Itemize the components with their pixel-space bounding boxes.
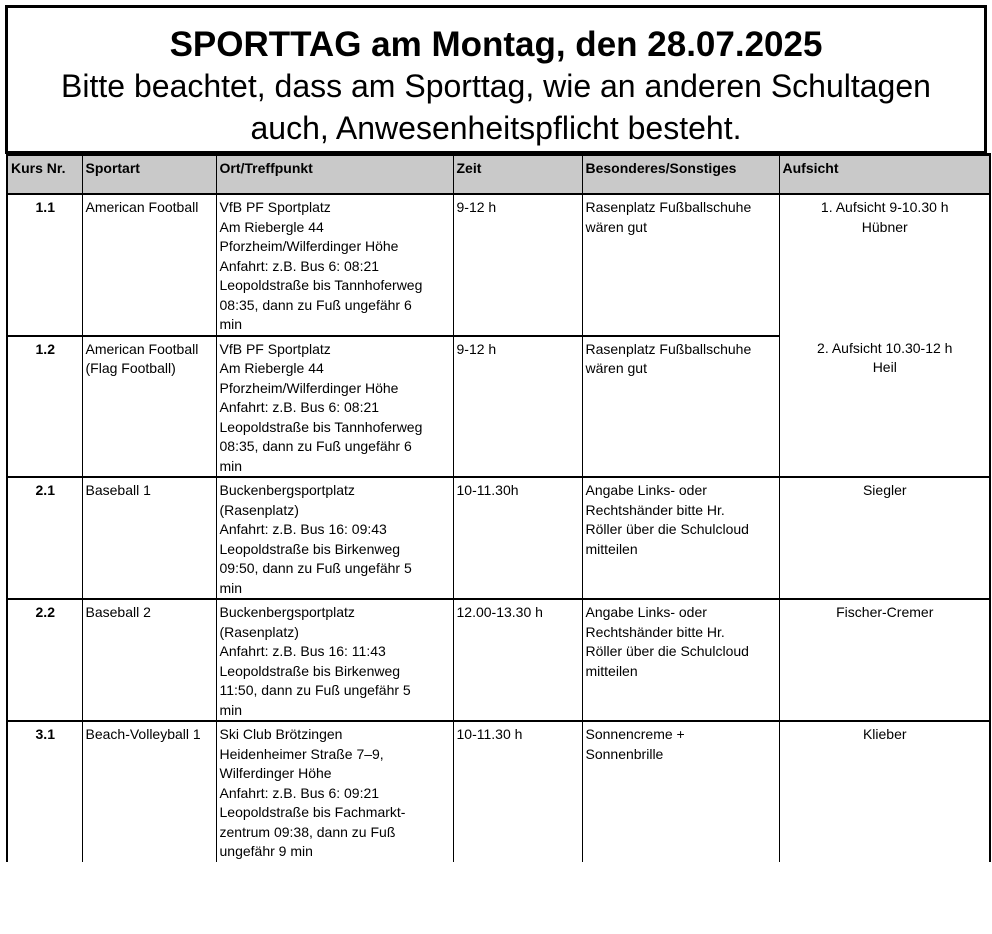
besonderes-line: mitteilen bbox=[585, 662, 638, 679]
sportart-line: American Football bbox=[85, 340, 199, 357]
aufsicht-cell bbox=[779, 599, 990, 721]
kurs-cell: 1.1 bbox=[7, 194, 82, 336]
ort-line: Leopoldstraße bis Tannhoferweg bbox=[219, 418, 423, 435]
ort-line: Leopoldstraße bis Tannhoferweg bbox=[219, 277, 423, 293]
ort-cell bbox=[216, 721, 453, 862]
besonderes-cell bbox=[582, 721, 779, 862]
table-row bbox=[7, 599, 990, 721]
besonderes-line: Rasenplatz Fußballschuhe bbox=[585, 199, 752, 215]
subtitle-line-2: auch, Anwesenheitspflicht besteht. bbox=[250, 110, 742, 146]
aufsicht-line: Hübner bbox=[861, 218, 908, 235]
sportart-line: Baseball 2 bbox=[85, 604, 151, 620]
ort-line: Am Riebergle 44 bbox=[219, 360, 324, 376]
aufsicht-line: Fischer-Cremer bbox=[836, 604, 934, 620]
ort-line: Buckenbergsportplatz bbox=[219, 482, 355, 498]
zeit-cell: 9-12 h bbox=[453, 336, 582, 478]
ort-cell bbox=[216, 599, 453, 721]
ort-line: Anfahrt: z.B. Bus 16: 11:43 bbox=[219, 643, 386, 659]
table-row bbox=[7, 336, 990, 478]
besonderes-line: wären gut bbox=[585, 360, 647, 376]
sportart-cell bbox=[82, 194, 216, 336]
besonderes-line: Angabe Links- oder bbox=[585, 482, 707, 498]
besonderes-line: Röller über die Schulcloud bbox=[585, 643, 749, 659]
sportart-cell bbox=[82, 477, 216, 599]
besonderes-line: wären gut bbox=[585, 218, 647, 235]
ort-line: min bbox=[219, 316, 243, 332]
schedule-table bbox=[6, 153, 991, 862]
column-header-besonderes: Besonderes/Sonstiges bbox=[582, 155, 779, 195]
besonderes-cell bbox=[582, 336, 779, 478]
sportart-line: Baseball 1 bbox=[85, 482, 151, 498]
ort-line: Anfahrt: z.B. Bus 6: 08:21 bbox=[219, 257, 380, 274]
column-header-ort: Ort/Treffpunkt bbox=[216, 155, 453, 195]
kurs-cell: 2.1 bbox=[7, 477, 82, 599]
ort-line: min bbox=[219, 579, 243, 596]
aufsicht-cell bbox=[779, 336, 990, 478]
aufsicht-line: Siegler bbox=[862, 482, 907, 498]
subtitle-line-1: Bitte beachtet, dass am Sporttag, wie an anderen Schultagen bbox=[61, 68, 931, 104]
ort-line: Leopoldstraße bis Birkenweg bbox=[219, 540, 401, 557]
besonderes-cell bbox=[582, 477, 779, 599]
ort-line: min bbox=[219, 701, 243, 718]
besonderes-line: Rechtshänder bitte Hr. bbox=[585, 501, 725, 518]
aufsicht-line: Heil bbox=[872, 359, 897, 375]
ort-line: 08:35, dann zu Fuß ungefähr 6 bbox=[219, 296, 412, 313]
besonderes-line: Röller über die Schulcloud bbox=[585, 521, 749, 537]
aufsicht-cell bbox=[779, 194, 990, 336]
ort-line: 08:35, dann zu Fuß ungefähr 6 bbox=[219, 438, 412, 454]
ort-line: Anfahrt: z.B. Bus 6: 08:21 bbox=[219, 399, 380, 415]
besonderes-line: mitteilen bbox=[585, 540, 638, 557]
ort-cell bbox=[216, 194, 453, 336]
sportart-cell bbox=[82, 599, 216, 721]
ort-line: min bbox=[219, 457, 243, 474]
ort-line: Pforzheim/Wilferdinger Höhe bbox=[219, 379, 399, 396]
column-header-sportart: Sportart bbox=[82, 155, 216, 195]
ort-line: Ski Club Brötzingen bbox=[219, 726, 343, 742]
ort-line: ungefähr 9 min bbox=[219, 843, 313, 859]
ort-line: Leopoldstraße bis Birkenweg bbox=[219, 662, 401, 679]
column-header-aufsicht: Aufsicht bbox=[779, 155, 990, 195]
besonderes-line: Rechtshänder bitte Hr. bbox=[585, 623, 725, 640]
table-row bbox=[7, 194, 990, 336]
ort-line: (Rasenplatz) bbox=[219, 623, 299, 640]
sportart-line: American Football bbox=[85, 199, 199, 215]
kurs-cell: 1.2 bbox=[7, 336, 82, 478]
besonderes-line: Sonnenbrille bbox=[585, 745, 664, 762]
kurs-cell: 2.2 bbox=[7, 599, 82, 721]
aufsicht-cell bbox=[779, 721, 990, 862]
sportart-cell bbox=[82, 336, 216, 478]
ort-cell bbox=[216, 336, 453, 478]
ort-line: Heidenheimer Straße 7–9, bbox=[219, 745, 384, 762]
table-row bbox=[7, 477, 990, 599]
sportart-cell bbox=[82, 721, 216, 862]
ort-line: VfB PF Sportplatz bbox=[219, 199, 331, 215]
besonderes-line: Angabe Links- oder bbox=[585, 604, 707, 620]
besonderes-line: Rasenplatz Fußballschuhe bbox=[585, 340, 752, 357]
zeit-cell: 12.00-13.30 h bbox=[453, 599, 582, 721]
ort-line: Am Riebergle 44 bbox=[219, 218, 324, 235]
ort-line: VfB PF Sportplatz bbox=[219, 340, 331, 357]
aufsicht-line: 2. Aufsicht 10.30-12 h bbox=[817, 339, 953, 356]
sportart-line: (Flag Football) bbox=[85, 360, 176, 376]
ort-line: Leopoldstraße bis Fachmarkt- bbox=[219, 804, 406, 820]
aufsicht-line: 1. Aufsicht 9-10.30 h bbox=[820, 199, 949, 215]
table-row bbox=[7, 721, 990, 862]
sportart-line: Beach-Volleyball 1 bbox=[85, 726, 201, 742]
zeit-cell: 10-11.30 h bbox=[453, 721, 582, 862]
title-box bbox=[5, 5, 987, 154]
header-row bbox=[7, 155, 990, 195]
column-header-kurs: Kurs Nr. bbox=[7, 155, 82, 195]
ort-line: 11:50, dann zu Fuß ungefähr 5 bbox=[219, 682, 411, 698]
ort-line: (Rasenplatz) bbox=[219, 501, 299, 518]
ort-line: Buckenbergsportplatz bbox=[219, 604, 355, 620]
ort-line: Anfahrt: z.B. Bus 16: 09:43 bbox=[219, 521, 387, 537]
ort-line: Wilferdinger Höhe bbox=[219, 765, 332, 781]
besonderes-line: Sonnencreme + bbox=[585, 726, 685, 742]
page-title: SPORTTAG am Montag, den 28.07.2025 bbox=[169, 25, 823, 64]
kurs-cell: 3.1 bbox=[7, 721, 82, 862]
ort-cell bbox=[216, 477, 453, 599]
ort-line: zentrum 09:38, dann zu Fuß bbox=[219, 823, 396, 840]
besonderes-cell bbox=[582, 599, 779, 721]
besonderes-cell bbox=[582, 194, 779, 336]
zeit-cell: 10-11.30h bbox=[453, 477, 582, 599]
column-header-zeit: Zeit bbox=[453, 155, 582, 195]
ort-line: Anfahrt: z.B. Bus 6: 09:21 bbox=[219, 784, 380, 801]
zeit-cell: 9-12 h bbox=[453, 194, 582, 336]
aufsicht-cell bbox=[779, 477, 990, 599]
aufsicht-line: Klieber bbox=[862, 726, 907, 742]
ort-line: 09:50, dann zu Fuß ungefähr 5 bbox=[219, 560, 412, 576]
ort-line: Pforzheim/Wilferdinger Höhe bbox=[219, 238, 399, 254]
